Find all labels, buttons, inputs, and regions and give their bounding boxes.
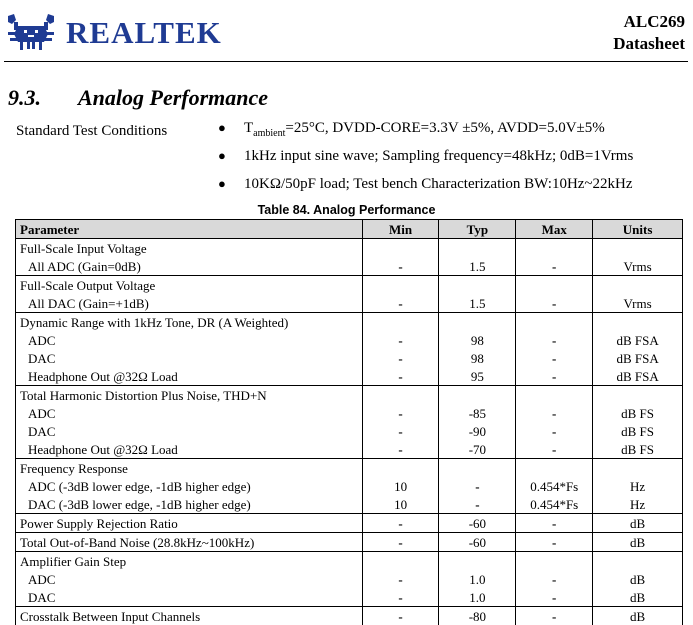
table-cell-max (516, 276, 593, 295)
table-cell-min: - (362, 588, 439, 607)
table-cell-typ: 95 (439, 367, 516, 386)
analog-performance-table (15, 219, 683, 625)
table-cell-unit: dB FS (593, 422, 683, 440)
table-cell-unit: dB FS (593, 404, 683, 422)
table-cell-param: Full-Scale Output Voltage (16, 276, 363, 295)
table-cell-min (362, 276, 439, 295)
table-row (16, 239, 683, 258)
table-cell-max (516, 386, 593, 405)
table-cell-min: - (362, 257, 439, 276)
table-cell-unit: Vrms (593, 257, 683, 276)
table-cell-typ (439, 239, 516, 258)
table-cell-unit (593, 552, 683, 571)
table-cell-param: Headphone Out @32Ω Load (16, 367, 363, 386)
table-row (16, 533, 683, 552)
table-cell-max: - (516, 331, 593, 349)
table-cell-param: DAC (16, 349, 363, 367)
table-row (16, 459, 683, 478)
table-cell-unit (593, 313, 683, 332)
table-cell-typ: -85 (439, 404, 516, 422)
table-cell-max: - (516, 294, 593, 313)
table-cell-min: - (362, 349, 439, 367)
table-row (16, 607, 683, 625)
table-cell-param: ADC (16, 404, 363, 422)
brand-name: REALTEK (66, 14, 222, 52)
header-units: Units (593, 220, 683, 239)
header-parameter: Parameter (16, 220, 363, 239)
table-row (16, 514, 683, 533)
table-cell-typ (439, 386, 516, 405)
bullet-icon: ● (218, 145, 244, 167)
table-row (16, 588, 683, 607)
table-cell-param: Total Out-of-Band Noise (28.8kHz~100kHz) (16, 533, 363, 552)
table-cell-min: - (362, 607, 439, 625)
table-cell-param: Headphone Out @32Ω Load (16, 440, 363, 459)
table-cell-unit: dB (593, 607, 683, 625)
table-cell-min: - (362, 294, 439, 313)
table-cell-typ: - (439, 495, 516, 514)
table-cell-typ: 98 (439, 331, 516, 349)
section-number: 9.3. (8, 84, 78, 112)
table-cell-unit: dB FSA (593, 367, 683, 386)
section-title: Analog Performance (78, 85, 268, 110)
table-cell-typ: - (439, 477, 516, 495)
table-cell-max: - (516, 367, 593, 386)
table-cell-param: Power Supply Rejection Ratio (16, 514, 363, 533)
table-row (16, 386, 683, 405)
bullet-icon: ● (218, 173, 244, 195)
test-conditions-label: Standard Test Conditions (16, 121, 167, 141)
table-cell-min (362, 239, 439, 258)
table-cell-max: - (516, 607, 593, 625)
table-cell-param: Crosstalk Between Input Channels (16, 607, 363, 625)
table-cell-typ (439, 276, 516, 295)
table-cell-min: - (362, 367, 439, 386)
bullet-icon: ● (218, 117, 244, 139)
table-cell-typ (439, 459, 516, 478)
table-cell-unit: dB FS (593, 440, 683, 459)
table-cell-typ: 1.5 (439, 294, 516, 313)
table-cell-unit: Hz (593, 495, 683, 514)
table-cell-max: - (516, 349, 593, 367)
table-cell-param: DAC (16, 422, 363, 440)
table-cell-max (516, 459, 593, 478)
table-cell-unit: Hz (593, 477, 683, 495)
table-cell-unit: dB FSA (593, 349, 683, 367)
table-cell-param: All ADC (Gain=0dB) (16, 257, 363, 276)
header-divider (4, 61, 688, 62)
table-cell-typ (439, 552, 516, 571)
table-cell-min: - (362, 440, 439, 459)
table-row (16, 440, 683, 459)
table-cell-unit (593, 386, 683, 405)
table-cell-unit: dB (593, 533, 683, 552)
table-cell-param: Frequency Response (16, 459, 363, 478)
table-cell-max: - (516, 514, 593, 533)
table-cell-unit (593, 276, 683, 295)
table-cell-param: Total Harmonic Distortion Plus Noise, THD+N (16, 386, 363, 405)
table-row (16, 313, 683, 332)
table-cell-unit (593, 459, 683, 478)
table-row (16, 276, 683, 295)
table-cell-max: 0.454*Fs (516, 495, 593, 514)
table-cell-max: - (516, 422, 593, 440)
header-min: Min (362, 220, 439, 239)
table-caption: Table 84. Analog Performance (0, 203, 693, 218)
page-header (0, 0, 693, 62)
table-cell-max: - (516, 533, 593, 552)
header-max: Max (516, 220, 593, 239)
table-cell-typ: -60 (439, 514, 516, 533)
table-cell-typ (439, 313, 516, 332)
table-cell-unit: Vrms (593, 294, 683, 313)
table-row (16, 422, 683, 440)
table-cell-typ: 1.0 (439, 570, 516, 588)
table-cell-unit (593, 239, 683, 258)
table-row (16, 294, 683, 313)
table-cell-param: ADC (-3dB lower edge, -1dB higher edge) (16, 477, 363, 495)
table-cell-min: - (362, 331, 439, 349)
table-cell-min (362, 552, 439, 571)
table-cell-param: ADC (16, 570, 363, 588)
table-row (16, 331, 683, 349)
table-cell-min: - (362, 533, 439, 552)
header-typ: Typ (439, 220, 516, 239)
document-title (613, 11, 685, 55)
table-cell-max: - (516, 257, 593, 276)
realtek-crab-logo-icon (4, 12, 58, 52)
table-cell-param: ADC (16, 331, 363, 349)
table-cell-typ: -70 (439, 440, 516, 459)
table-cell-min: - (362, 422, 439, 440)
table-row (16, 257, 683, 276)
condition-item: ● 10KΩ/50pF load; Test bench Characterization BW:10Hz~22kHz (218, 173, 633, 201)
table-cell-max: - (516, 440, 593, 459)
table-cell-min: - (362, 570, 439, 588)
table-cell-min: 10 (362, 477, 439, 495)
table-row (16, 404, 683, 422)
table-cell-param: All DAC (Gain=+1dB) (16, 294, 363, 313)
table-cell-param: DAC (-3dB lower edge, -1dB higher edge) (16, 495, 363, 514)
table-row (16, 552, 683, 571)
condition-item: ● 1kHz input sine wave; Sampling frequency=48kHz; 0dB=1Vrms (218, 145, 633, 173)
condition-item: ● $T_{ambient}=25^\circ C$, DVDD-CORE=3.3V ±5%, AVDD=5.0V±5% (218, 117, 633, 145)
table-cell-min (362, 313, 439, 332)
section-heading (8, 84, 268, 112)
table-cell-param: Amplifier Gain Step (16, 552, 363, 571)
table-cell-min: 10 (362, 495, 439, 514)
table-cell-unit: dB (593, 570, 683, 588)
table-cell-max (516, 313, 593, 332)
table-cell-typ: -60 (439, 533, 516, 552)
table-row (16, 349, 683, 367)
table-cell-param: DAC (16, 588, 363, 607)
table-cell-min: - (362, 514, 439, 533)
table-cell-max: - (516, 588, 593, 607)
document-type: Datasheet (613, 33, 685, 55)
table-cell-typ: -90 (439, 422, 516, 440)
table-row (16, 477, 683, 495)
table-cell-param: Full-Scale Input Voltage (16, 239, 363, 258)
test-conditions-list (218, 117, 633, 201)
table-cell-max: 0.454*Fs (516, 477, 593, 495)
table-header-row (16, 220, 683, 239)
table-cell-min (362, 459, 439, 478)
table-cell-unit: dB FSA (593, 331, 683, 349)
table-cell-min (362, 386, 439, 405)
table-cell-typ: 98 (439, 349, 516, 367)
table-row (16, 367, 683, 386)
table-row (16, 570, 683, 588)
table-cell-typ: 1.0 (439, 588, 516, 607)
table-cell-max (516, 552, 593, 571)
table-cell-min: - (362, 404, 439, 422)
table-cell-param: Dynamic Range with 1kHz Tone, DR (A Weighted) (16, 313, 363, 332)
table-cell-unit: dB (593, 514, 683, 533)
table-cell-typ: 1.5 (439, 257, 516, 276)
table-cell-unit: dB (593, 588, 683, 607)
table-cell-max: - (516, 404, 593, 422)
table-cell-max (516, 239, 593, 258)
table-cell-max: - (516, 570, 593, 588)
product-name: ALC269 (613, 11, 685, 33)
table-cell-typ: -80 (439, 607, 516, 625)
table-row (16, 495, 683, 514)
table-body (16, 239, 683, 625)
